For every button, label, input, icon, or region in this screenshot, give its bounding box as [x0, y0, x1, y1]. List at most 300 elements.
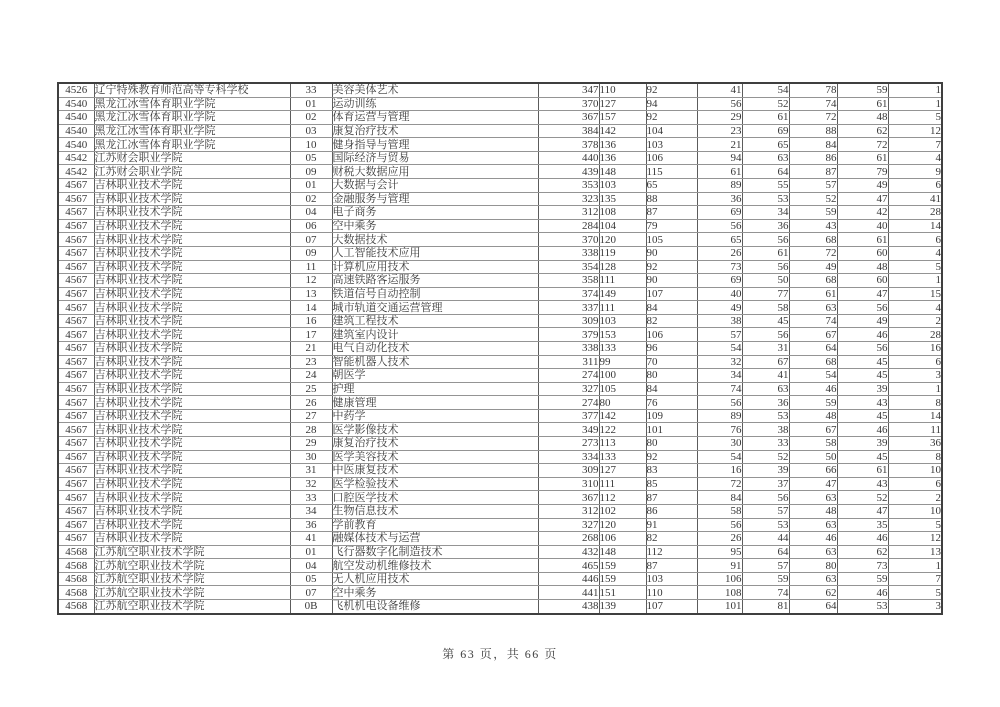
- table-cell: 14: [888, 219, 942, 233]
- table-cell: 46: [837, 586, 888, 600]
- table-cell: 15: [888, 287, 942, 301]
- table-cell: 37: [742, 477, 789, 491]
- table-cell: 58: [789, 437, 837, 451]
- table-cell: 128: [599, 260, 646, 274]
- table-cell: 57: [742, 559, 789, 573]
- table-cell: 40: [837, 219, 888, 233]
- table-cell: 127: [599, 97, 646, 111]
- table-cell: 79: [646, 219, 697, 233]
- table-cell: 06: [290, 219, 332, 233]
- table-cell: 66: [789, 464, 837, 478]
- table-cell: 84: [789, 138, 837, 152]
- table-cell: 42: [837, 206, 888, 220]
- table-cell: 52: [742, 97, 789, 111]
- table-cell: 09: [290, 165, 332, 179]
- table-cell: 32: [697, 355, 742, 369]
- table-cell: 国际经济与贸易: [332, 151, 538, 165]
- table-cell: 吉林职业技术学院: [94, 450, 290, 464]
- table-cell: 6: [888, 179, 942, 193]
- table-row: [58, 464, 942, 478]
- table-cell: 3: [888, 369, 942, 383]
- table-cell: 35: [837, 518, 888, 532]
- table-cell: 39: [837, 382, 888, 396]
- table-cell: 5: [888, 586, 942, 600]
- table-cell: 63: [789, 301, 837, 315]
- table-cell: 48: [789, 409, 837, 423]
- table-row: [58, 111, 942, 125]
- table-cell: 90: [646, 274, 697, 288]
- table-cell: 1: [888, 274, 942, 288]
- table-cell: 59: [837, 572, 888, 586]
- table-cell: 32: [290, 477, 332, 491]
- table-cell: 吉林职业技术学院: [94, 369, 290, 383]
- table-cell: 4540: [58, 138, 94, 152]
- table-cell: 10: [290, 138, 332, 152]
- table-row: [58, 219, 942, 233]
- table-cell: 106: [646, 151, 697, 165]
- table-cell: 439: [538, 165, 599, 179]
- table-cell: 30: [290, 450, 332, 464]
- table-cell: 104: [599, 219, 646, 233]
- table-cell: 100: [599, 369, 646, 383]
- table-cell: 52: [742, 450, 789, 464]
- table-cell: 323: [538, 192, 599, 206]
- table-cell: 61: [742, 111, 789, 125]
- table-cell: 吉林职业技术学院: [94, 219, 290, 233]
- table-row: [58, 355, 942, 369]
- table-cell: 59: [837, 83, 888, 97]
- table-row: [58, 532, 942, 546]
- table-row: [58, 341, 942, 355]
- table-cell: 03: [290, 124, 332, 138]
- table-cell: 护理: [332, 382, 538, 396]
- table-cell: 07: [290, 233, 332, 247]
- table-row: [58, 369, 942, 383]
- table-cell: 109: [646, 409, 697, 423]
- table-cell: 黑龙江冰雪体育职业学院: [94, 111, 290, 125]
- table-cell: 36: [742, 219, 789, 233]
- table-cell: 50: [789, 450, 837, 464]
- table-cell: 56: [742, 491, 789, 505]
- table-cell: 338: [538, 246, 599, 260]
- table-cell: 4567: [58, 274, 94, 288]
- table-cell: 45: [837, 450, 888, 464]
- table-cell: 53: [742, 518, 789, 532]
- table-cell: 54: [789, 369, 837, 383]
- table-cell: 4542: [58, 165, 94, 179]
- table-cell: 54: [742, 83, 789, 97]
- table-cell: 73: [697, 260, 742, 274]
- table-cell: 133: [599, 450, 646, 464]
- table-cell: 4567: [58, 409, 94, 423]
- table-cell: 63: [742, 382, 789, 396]
- table-cell: 朝医学: [332, 369, 538, 383]
- table-cell: 生物信息技术: [332, 504, 538, 518]
- table-cell: 80: [646, 369, 697, 383]
- table-cell: 电子商务: [332, 206, 538, 220]
- table-cell: 17: [290, 328, 332, 342]
- table-cell: 12: [290, 274, 332, 288]
- table-cell: 智能机器人技术: [332, 355, 538, 369]
- table-cell: 4567: [58, 192, 94, 206]
- table-cell: 46: [837, 532, 888, 546]
- table-cell: 4567: [58, 314, 94, 328]
- table-cell: 吉林职业技术学院: [94, 355, 290, 369]
- table-cell: 46: [837, 423, 888, 437]
- table-cell: 159: [599, 572, 646, 586]
- table-cell: 4567: [58, 437, 94, 451]
- table-cell: 284: [538, 219, 599, 233]
- table-cell: 43: [837, 396, 888, 410]
- table-cell: 87: [646, 559, 697, 573]
- table-cell: 74: [697, 382, 742, 396]
- table-cell: 黑龙江冰雪体育职业学院: [94, 138, 290, 152]
- table-cell: 85: [646, 477, 697, 491]
- table-row: [58, 274, 942, 288]
- table-cell: 47: [837, 287, 888, 301]
- table-cell: 53: [837, 599, 888, 613]
- table-cell: 59: [789, 396, 837, 410]
- table-cell: 33: [290, 491, 332, 505]
- table-cell: 48: [789, 504, 837, 518]
- table-cell: 337: [538, 301, 599, 315]
- table-cell: 41: [697, 83, 742, 97]
- table-cell: 142: [599, 409, 646, 423]
- table-cell: 112: [599, 491, 646, 505]
- table-cell: 104: [646, 124, 697, 138]
- table-cell: 52: [789, 192, 837, 206]
- table-cell: 106: [599, 532, 646, 546]
- table-cell: 34: [742, 206, 789, 220]
- table-cell: 4567: [58, 491, 94, 505]
- table-cell: 14: [290, 301, 332, 315]
- table-cell: 吉林职业技术学院: [94, 246, 290, 260]
- table-cell: 12: [888, 124, 942, 138]
- table-cell: 47: [789, 477, 837, 491]
- table-cell: 133: [599, 341, 646, 355]
- table-cell: 127: [599, 464, 646, 478]
- table-cell: 23: [290, 355, 332, 369]
- table-cell: 26: [290, 396, 332, 410]
- table-cell: 67: [742, 355, 789, 369]
- table-cell: 61: [837, 233, 888, 247]
- table-cell: 115: [646, 165, 697, 179]
- table-cell: 0B: [290, 599, 332, 613]
- table-cell: 4567: [58, 328, 94, 342]
- table-cell: 103: [599, 179, 646, 193]
- table-row: [58, 151, 942, 165]
- table-cell: 电气自动化技术: [332, 341, 538, 355]
- table-cell: 82: [646, 314, 697, 328]
- table-cell: 江苏航空职业技术学院: [94, 545, 290, 559]
- table-cell: 268: [538, 532, 599, 546]
- table-cell: 136: [599, 151, 646, 165]
- table-cell: 吉林职业技术学院: [94, 532, 290, 546]
- table-cell: 347: [538, 83, 599, 97]
- table-cell: 92: [646, 83, 697, 97]
- table-cell: 153: [599, 328, 646, 342]
- table-row: [58, 192, 942, 206]
- table-cell: 142: [599, 124, 646, 138]
- table-cell: 中药学: [332, 409, 538, 423]
- table-cell: 13: [290, 287, 332, 301]
- table-cell: 67: [789, 423, 837, 437]
- table-cell: 吉林职业技术学院: [94, 301, 290, 315]
- table-row: [58, 260, 942, 274]
- table-cell: 56: [697, 396, 742, 410]
- table-cell: 56: [697, 97, 742, 111]
- table-cell: 119: [599, 246, 646, 260]
- table-row: [58, 233, 942, 247]
- table-cell: 101: [646, 423, 697, 437]
- table-cell: 04: [290, 559, 332, 573]
- table-cell: 4567: [58, 301, 94, 315]
- page-number-text: 第 63 页，共 66 页: [442, 647, 558, 661]
- table-cell: 56: [837, 341, 888, 355]
- table-cell: 378: [538, 138, 599, 152]
- table-cell: 吉林职业技术学院: [94, 409, 290, 423]
- table-cell: 55: [742, 179, 789, 193]
- table-cell: 95: [697, 545, 742, 559]
- table-cell: 16: [290, 314, 332, 328]
- table-cell: 吉林职业技术学院: [94, 274, 290, 288]
- table-row: [58, 83, 942, 97]
- table-cell: 60: [837, 274, 888, 288]
- table-cell: 江苏航空职业技术学院: [94, 599, 290, 613]
- table-cell: 1: [888, 97, 942, 111]
- table-cell: 78: [789, 83, 837, 97]
- table-cell: 无人机应用技术: [332, 572, 538, 586]
- table-cell: 36: [888, 437, 942, 451]
- table-cell: 4526: [58, 83, 94, 97]
- table-cell: 57: [742, 504, 789, 518]
- table-cell: 52: [837, 491, 888, 505]
- table-cell: 4542: [58, 151, 94, 165]
- table-cell: 54: [697, 341, 742, 355]
- table-cell: 47: [837, 192, 888, 206]
- table-cell: 吉林职业技术学院: [94, 437, 290, 451]
- table-cell: 69: [697, 206, 742, 220]
- table-cell: 飞机机电设备维修: [332, 599, 538, 613]
- table-cell: 110: [599, 83, 646, 97]
- table-cell: 441: [538, 586, 599, 600]
- table-cell: 88: [789, 124, 837, 138]
- table-cell: 48: [837, 111, 888, 125]
- table-row: [58, 491, 942, 505]
- table-row: [58, 450, 942, 464]
- table-cell: 106: [646, 328, 697, 342]
- table-cell: 157: [599, 111, 646, 125]
- table-cell: 105: [646, 233, 697, 247]
- table-cell: 28: [888, 328, 942, 342]
- table-cell: 76: [697, 423, 742, 437]
- table-cell: 446: [538, 572, 599, 586]
- table-cell: 01: [290, 545, 332, 559]
- table-cell: 45: [742, 314, 789, 328]
- table-cell: 136: [599, 138, 646, 152]
- table-cell: 84: [646, 301, 697, 315]
- table-cell: 27: [290, 409, 332, 423]
- table-cell: 56: [697, 518, 742, 532]
- table-cell: 111: [599, 477, 646, 491]
- table-cell: 122: [599, 423, 646, 437]
- table-cell: 医学检验技术: [332, 477, 538, 491]
- table-cell: 374: [538, 287, 599, 301]
- table-cell: 16: [697, 464, 742, 478]
- table-cell: 美容美体艺术: [332, 83, 538, 97]
- table-row: [58, 559, 942, 573]
- table-cell: 4567: [58, 450, 94, 464]
- table-cell: 76: [646, 396, 697, 410]
- table-cell: 53: [742, 409, 789, 423]
- table-cell: 25: [290, 382, 332, 396]
- table-cell: 62: [837, 124, 888, 138]
- table-cell: 311: [538, 355, 599, 369]
- table-cell: 9: [888, 165, 942, 179]
- table-cell: 80: [646, 437, 697, 451]
- table-cell: 273: [538, 437, 599, 451]
- table-cell: 31: [742, 341, 789, 355]
- table-row: [58, 138, 942, 152]
- table-cell: 吉林职业技术学院: [94, 504, 290, 518]
- table-cell: 大数据与会计: [332, 179, 538, 193]
- table-cell: 财税大数据应用: [332, 165, 538, 179]
- table-cell: 1: [888, 382, 942, 396]
- table-cell: 309: [538, 464, 599, 478]
- table-row: [58, 396, 942, 410]
- table-cell: 327: [538, 518, 599, 532]
- table-cell: 113: [599, 437, 646, 451]
- table-cell: 01: [290, 97, 332, 111]
- table-cell: 江苏财会职业学院: [94, 165, 290, 179]
- table-row: [58, 314, 942, 328]
- table-cell: 379: [538, 328, 599, 342]
- table-cell: 108: [599, 206, 646, 220]
- table-row: [58, 437, 942, 451]
- table-cell: 36: [742, 396, 789, 410]
- table-cell: 4567: [58, 246, 94, 260]
- table-cell: 62: [789, 586, 837, 600]
- table-cell: 87: [646, 206, 697, 220]
- table-cell: 96: [646, 341, 697, 355]
- table-cell: 4567: [58, 396, 94, 410]
- table-cell: 5: [888, 111, 942, 125]
- table-cell: 34: [290, 504, 332, 518]
- table-cell: 79: [837, 165, 888, 179]
- table-cell: 56: [837, 301, 888, 315]
- table-cell: 11: [290, 260, 332, 274]
- table-cell: 吉林职业技术学院: [94, 382, 290, 396]
- table-cell: 学前教育: [332, 518, 538, 532]
- table-cell: 70: [646, 355, 697, 369]
- table-cell: 吉林职业技术学院: [94, 328, 290, 342]
- table-cell: 吉林职业技术学院: [94, 179, 290, 193]
- table-cell: 77: [742, 287, 789, 301]
- table-cell: 4: [888, 151, 942, 165]
- table-cell: 4: [888, 246, 942, 260]
- table-cell: 吉林职业技术学院: [94, 477, 290, 491]
- admissions-table-body: [58, 83, 942, 614]
- table-cell: 367: [538, 491, 599, 505]
- table-cell: 吉林职业技术学院: [94, 464, 290, 478]
- table-cell: 01: [290, 179, 332, 193]
- table-cell: 87: [646, 491, 697, 505]
- table-cell: 159: [599, 559, 646, 573]
- table-cell: 1: [888, 83, 942, 97]
- table-cell: 49: [697, 301, 742, 315]
- table-cell: 34: [697, 369, 742, 383]
- table-cell: 4567: [58, 518, 94, 532]
- table-cell: 111: [599, 274, 646, 288]
- table-cell: 吉林职业技术学院: [94, 233, 290, 247]
- table-cell: 4567: [58, 369, 94, 383]
- table-cell: 23: [697, 124, 742, 138]
- table-cell: 377: [538, 409, 599, 423]
- table-cell: 吉林职业技术学院: [94, 260, 290, 274]
- table-cell: 46: [789, 532, 837, 546]
- table-cell: 61: [742, 246, 789, 260]
- table-cell: 53: [742, 192, 789, 206]
- table-cell: 28: [888, 206, 942, 220]
- table-cell: 4568: [58, 545, 94, 559]
- table-cell: 64: [789, 599, 837, 613]
- table-cell: 148: [599, 165, 646, 179]
- table-cell: 14: [888, 409, 942, 423]
- table-cell: 354: [538, 260, 599, 274]
- table-cell: 139: [599, 599, 646, 613]
- table-cell: 13: [888, 545, 942, 559]
- table-cell: 3: [888, 599, 942, 613]
- table-cell: 健康管理: [332, 396, 538, 410]
- table-cell: 69: [742, 124, 789, 138]
- table-cell: 辽宁特殊教育师范高等专科学校: [94, 83, 290, 97]
- table-cell: 312: [538, 206, 599, 220]
- table-cell: 65: [646, 179, 697, 193]
- table-cell: 69: [697, 274, 742, 288]
- table-cell: 43: [837, 477, 888, 491]
- table-cell: 94: [697, 151, 742, 165]
- table-cell: 40: [697, 287, 742, 301]
- table-cell: 医学影像技术: [332, 423, 538, 437]
- table-cell: 吉林职业技术学院: [94, 423, 290, 437]
- table-cell: 58: [697, 504, 742, 518]
- table-cell: 80: [599, 396, 646, 410]
- table-cell: 口腔医学技术: [332, 491, 538, 505]
- table-cell: 38: [697, 314, 742, 328]
- table-cell: 4567: [58, 179, 94, 193]
- table-row: [58, 504, 942, 518]
- table-cell: 120: [599, 518, 646, 532]
- table-cell: 金融服务与管理: [332, 192, 538, 206]
- table-cell: 2: [888, 491, 942, 505]
- table-cell: 38: [742, 423, 789, 437]
- table-cell: 84: [697, 491, 742, 505]
- table-cell: 58: [742, 301, 789, 315]
- table-cell: 49: [789, 260, 837, 274]
- table-cell: 4540: [58, 97, 94, 111]
- table-row: [58, 287, 942, 301]
- table-cell: 30: [697, 437, 742, 451]
- table-cell: 338: [538, 341, 599, 355]
- table-cell: 江苏财会职业学院: [94, 151, 290, 165]
- table-row: [58, 477, 942, 491]
- table-cell: 274: [538, 396, 599, 410]
- table-row: [58, 423, 942, 437]
- table-cell: 86: [789, 151, 837, 165]
- table-cell: 融媒体技术与运营: [332, 532, 538, 546]
- table-cell: 吉林职业技术学院: [94, 396, 290, 410]
- table-row: [58, 409, 942, 423]
